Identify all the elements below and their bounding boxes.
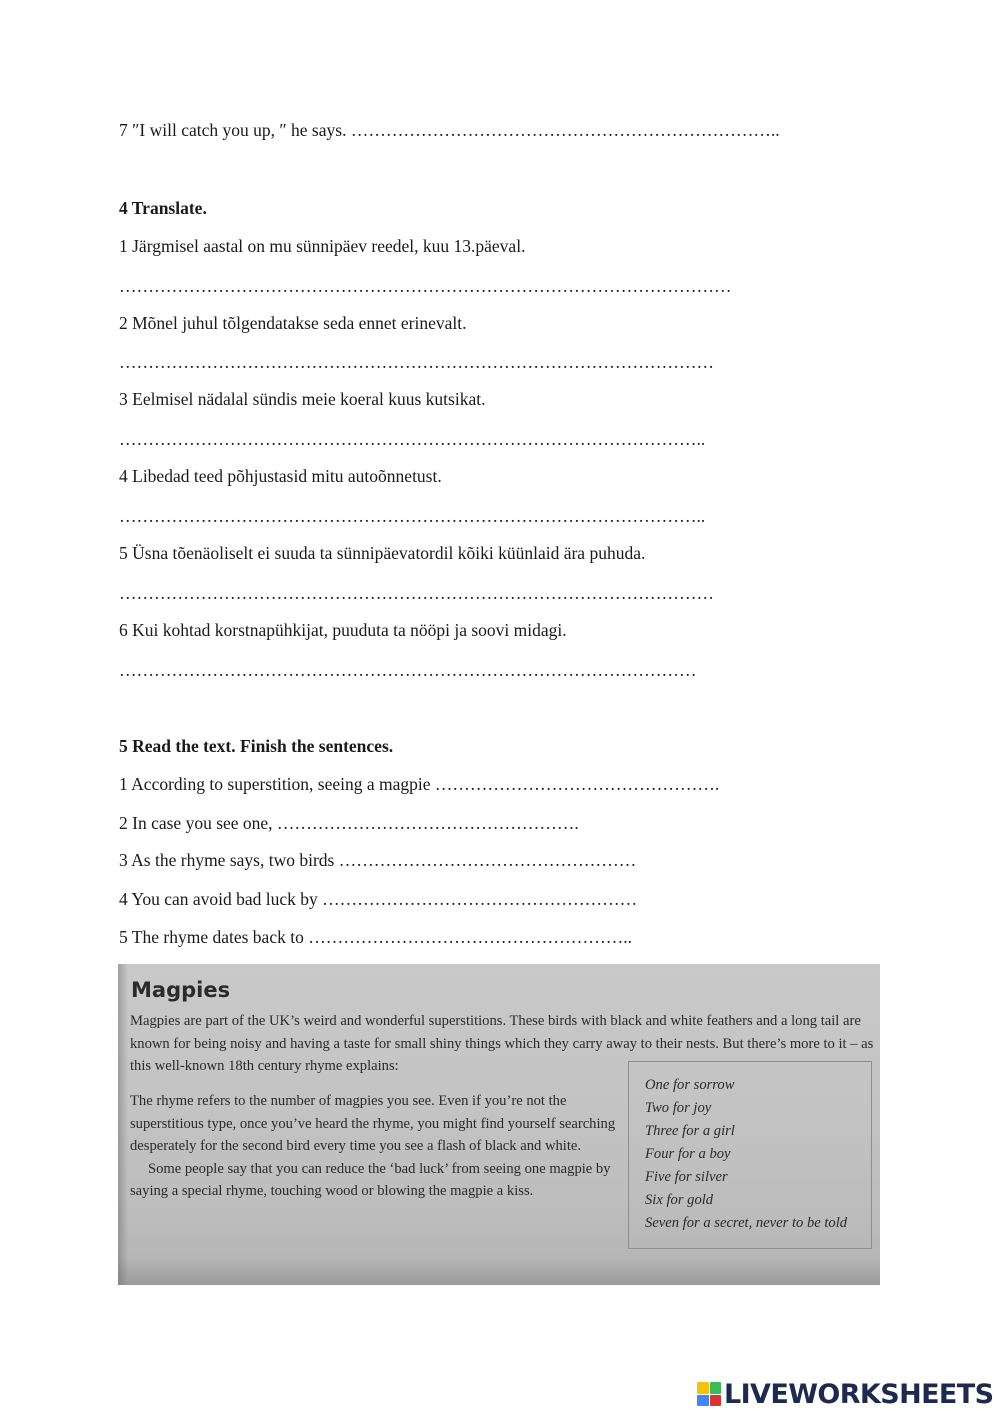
exercise3-item-7: 7 ″I will catch you up, ″ he says. ……………………………………………………………….. xyxy=(119,120,780,140)
exercise4-prompt-1: 1 Järgmisel aastal on mu sünnipäev reedel, kuu 13.päeval. xyxy=(119,236,526,256)
exercise4-prompt-6: 6 Kui kohtad korstnapühkijat, puuduta ta nööpi ja soovi midagi. xyxy=(119,620,567,640)
exercise4-answer-4[interactable]: ……………………………………………………………………………………….. xyxy=(119,506,706,526)
rhyme-line: Five for silver xyxy=(645,1169,728,1185)
exercise4-heading: 4 Translate. xyxy=(119,198,207,218)
liveworksheets-logo-icon xyxy=(697,1382,721,1406)
scan-shadow-bottom xyxy=(118,1257,880,1285)
exercise4-answer-1[interactable]: …………………………………………………………………………………………… xyxy=(119,276,732,296)
exercise5-item-5[interactable]: 5 The rhyme dates back to ……………………………………………….. xyxy=(119,927,632,947)
rhyme-line: Two for joy xyxy=(645,1100,712,1116)
rhyme-line: Seven for a secret, never to be told xyxy=(645,1215,848,1231)
exercise4-answer-5[interactable]: ………………………………………………………………………………………… xyxy=(119,583,714,603)
watermark-text: LIVEWORKSHEETS xyxy=(724,1378,994,1410)
logo-square xyxy=(710,1395,722,1407)
exercise5-item-3[interactable]: 3 As the rhyme says, two birds …………………………………………… xyxy=(119,850,637,870)
magpies-body xyxy=(130,1090,616,1203)
liveworksheets-watermark xyxy=(697,1377,993,1411)
exercise5-item-1[interactable]: 1 According to superstition, seeing a magpie …………………………………………. xyxy=(119,774,720,794)
rhyme-line: Six for gold xyxy=(645,1192,714,1208)
rhyme-list xyxy=(645,1074,847,1235)
exercise4-prompt-3: 3 Eelmisel nädalal sündis meie koeral kuus kutsikat. xyxy=(119,389,486,409)
magpies-title: Magpies xyxy=(131,978,231,1002)
rhyme-line: Three for a girl xyxy=(645,1123,735,1139)
exercise5-heading: 5 Read the text. Finish the sentences. xyxy=(119,736,394,756)
logo-square xyxy=(697,1395,709,1407)
exercise4-prompt-2: 2 Mõnel juhul tõlgendatakse seda ennet erinevalt. xyxy=(119,313,467,333)
exercise4-prompt-4: 4 Libedad teed põhjustasid mitu autoõnnetust. xyxy=(119,466,442,486)
scan-shadow xyxy=(118,964,128,1285)
magpies-paragraph-2: Some people say that you can reduce the ‘bad luck’ from seeing one magpie by saying a special rhyme, touching wood or blowing the magpie a kiss. xyxy=(130,1160,611,1199)
rhyme-line: Four for a boy xyxy=(645,1146,731,1162)
exercise5-item-4[interactable]: 4 You can avoid bad luck by ……………………………………………… xyxy=(119,889,638,909)
exercise4-prompt-5: 5 Üsna tõenäoliselt ei suuda ta sünnipäevatordil kõiki küünlaid ära puhuda. xyxy=(119,543,646,563)
magpies-paragraph-1: The rhyme refers to the number of magpies you see. Even if you’re not the superstitious type, once you’ve heard the rhyme, you might find yourself searching desperately for the second bird every time you see a flash of black and white. xyxy=(130,1093,616,1154)
logo-square xyxy=(697,1382,709,1394)
exercise4-answer-3[interactable]: ……………………………………………………………………………………….. xyxy=(119,429,706,449)
logo-square xyxy=(710,1382,722,1394)
rhyme-line: One for sorrow xyxy=(645,1077,735,1093)
exercise5-item-2[interactable]: 2 In case you see one, ……………………………………………. xyxy=(119,813,579,833)
exercise4-answer-6[interactable]: ……………………………………………………………………………………… xyxy=(119,660,697,680)
rhyme-box xyxy=(628,1061,872,1249)
magpies-intro: Magpies are part of the UK’s weird and wonderful superstitions. These birds with black and white feathers and a long tail are known for being noisy and having a taste for small shiny things which they carry away to their nests. But there’s more to it – as this well-known 18th century rhyme explains: xyxy=(130,1013,874,1074)
exercise4-answer-2[interactable]: ………………………………………………………………………………………… xyxy=(119,352,714,372)
magpies-text-image xyxy=(118,964,880,1285)
